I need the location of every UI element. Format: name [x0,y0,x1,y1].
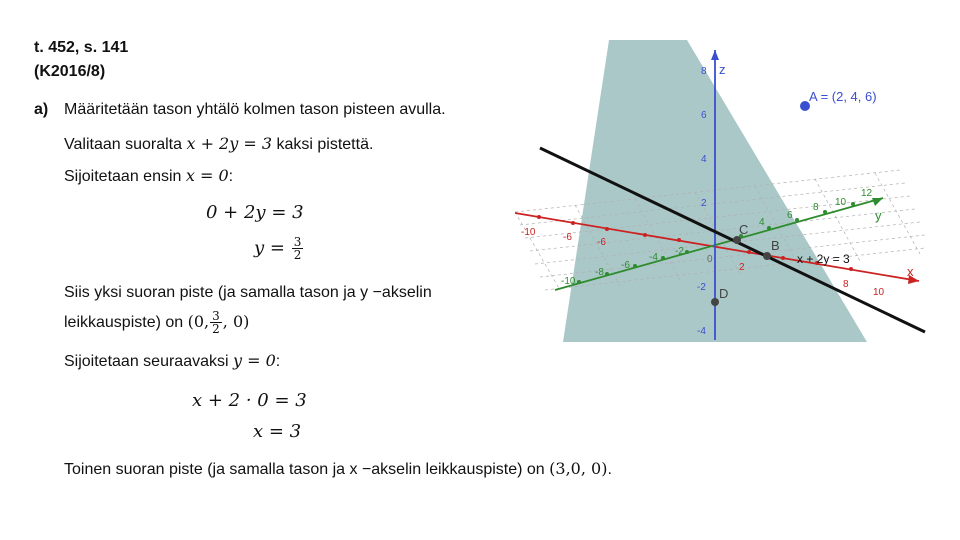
line-label: x + 2y = 3 [797,252,850,266]
geogebra-3d-graph [515,40,927,342]
point-d-label: D [719,286,729,301]
result-1-point: (0, $\frac{3}{2}$ , 0) [187,309,250,336]
z-tick: -4 [697,326,706,337]
point-b [763,252,771,260]
result-2-suffix: . [607,461,612,478]
y-tick: -4 [649,252,658,263]
first-sub-equation: x = 0 [185,166,229,185]
y-tick: -6 [621,260,630,271]
z-tick: 6 [701,110,707,121]
part-label: a) [34,101,49,118]
x-tick: 10 [873,287,885,298]
second-sub-prefix: Sijoitetaan seuraavaksi [64,353,229,370]
result-1-prefix: leikkauspiste) on [64,314,184,331]
point-d [711,298,719,306]
x-axis-label: x [907,264,914,279]
y-tick: -2 [675,246,684,257]
point-a-label: A = (2, 4, 6) [809,89,877,104]
result-2-text [64,459,612,479]
fraction [292,236,304,261]
first-sub-prefix: Sijoitetaan ensin [64,168,182,185]
z-tick: 4 [701,154,707,165]
y-axis-arrow [872,198,883,206]
equation-1: 0 + 2y = 3 [206,202,304,223]
x-tick: -10 [521,227,536,238]
x-tick: -6 [597,237,606,248]
fraction-numerator: 3 [293,235,302,249]
z-tick: 2 [701,198,707,209]
second-substitution-text [64,351,280,371]
point-c-label: C [739,222,749,237]
origin-label: 0 [707,254,713,265]
second-sub-equation: y = 0 [233,351,276,370]
exercise-heading [34,36,128,84]
first-substitution-text [64,166,233,186]
result-2-prefix: Toinen suoran piste (ja samalla tason ja x −akselin leikkauspiste) on [64,461,545,478]
z-tick: 8 [701,66,707,77]
point-b-label: B [771,238,780,253]
second-sub-suffix: : [275,353,281,370]
choose-suffix: kaksi pistettä. [276,136,374,153]
fraction-denominator: 2 [293,248,302,262]
graph-canvas [515,40,927,342]
intro-text: Määritetään tason yhtälö kolmen tason pisteen avulla. [64,101,446,118]
choose-prefix: Valitaan suoralta [64,136,182,153]
result-1-line-2 [64,310,249,335]
equation-2 [254,236,304,261]
y-tick: 6 [787,210,793,221]
line-equation: x + 2y = 3 [186,134,273,153]
result-1-line-1: Siis yksi suoran piste (ja samalla tason ja y −akselin [64,284,432,301]
result-2-point: (3,0, 0) [549,459,608,478]
choose-points-text [64,134,373,154]
x-tick: 8 [843,279,849,290]
point-c [733,236,741,244]
x-tick: -6 [563,232,572,243]
first-sub-suffix: : [228,168,234,185]
y-tick: -8 [595,267,604,278]
equation-4: x = 3 [253,421,302,442]
y-tick: 8 [813,202,819,213]
y-axis-label: y [875,208,882,223]
equation-3: x + 2 · 0 = 3 [192,390,307,411]
y-tick: 4 [759,217,765,228]
z-axis-arrow [711,50,719,60]
y-tick: 12 [861,188,873,199]
z-axis-label: z [719,62,726,77]
z-tick: -2 [697,282,706,293]
exam-reference: (K2016/8) [34,63,106,80]
exercise-reference: t. 452, s. 141 [34,39,129,56]
y-tick: 10 [835,197,847,208]
equation-2-left: y = [254,237,285,259]
x-tick: 2 [739,262,745,273]
y-tick: -10 [561,276,576,287]
